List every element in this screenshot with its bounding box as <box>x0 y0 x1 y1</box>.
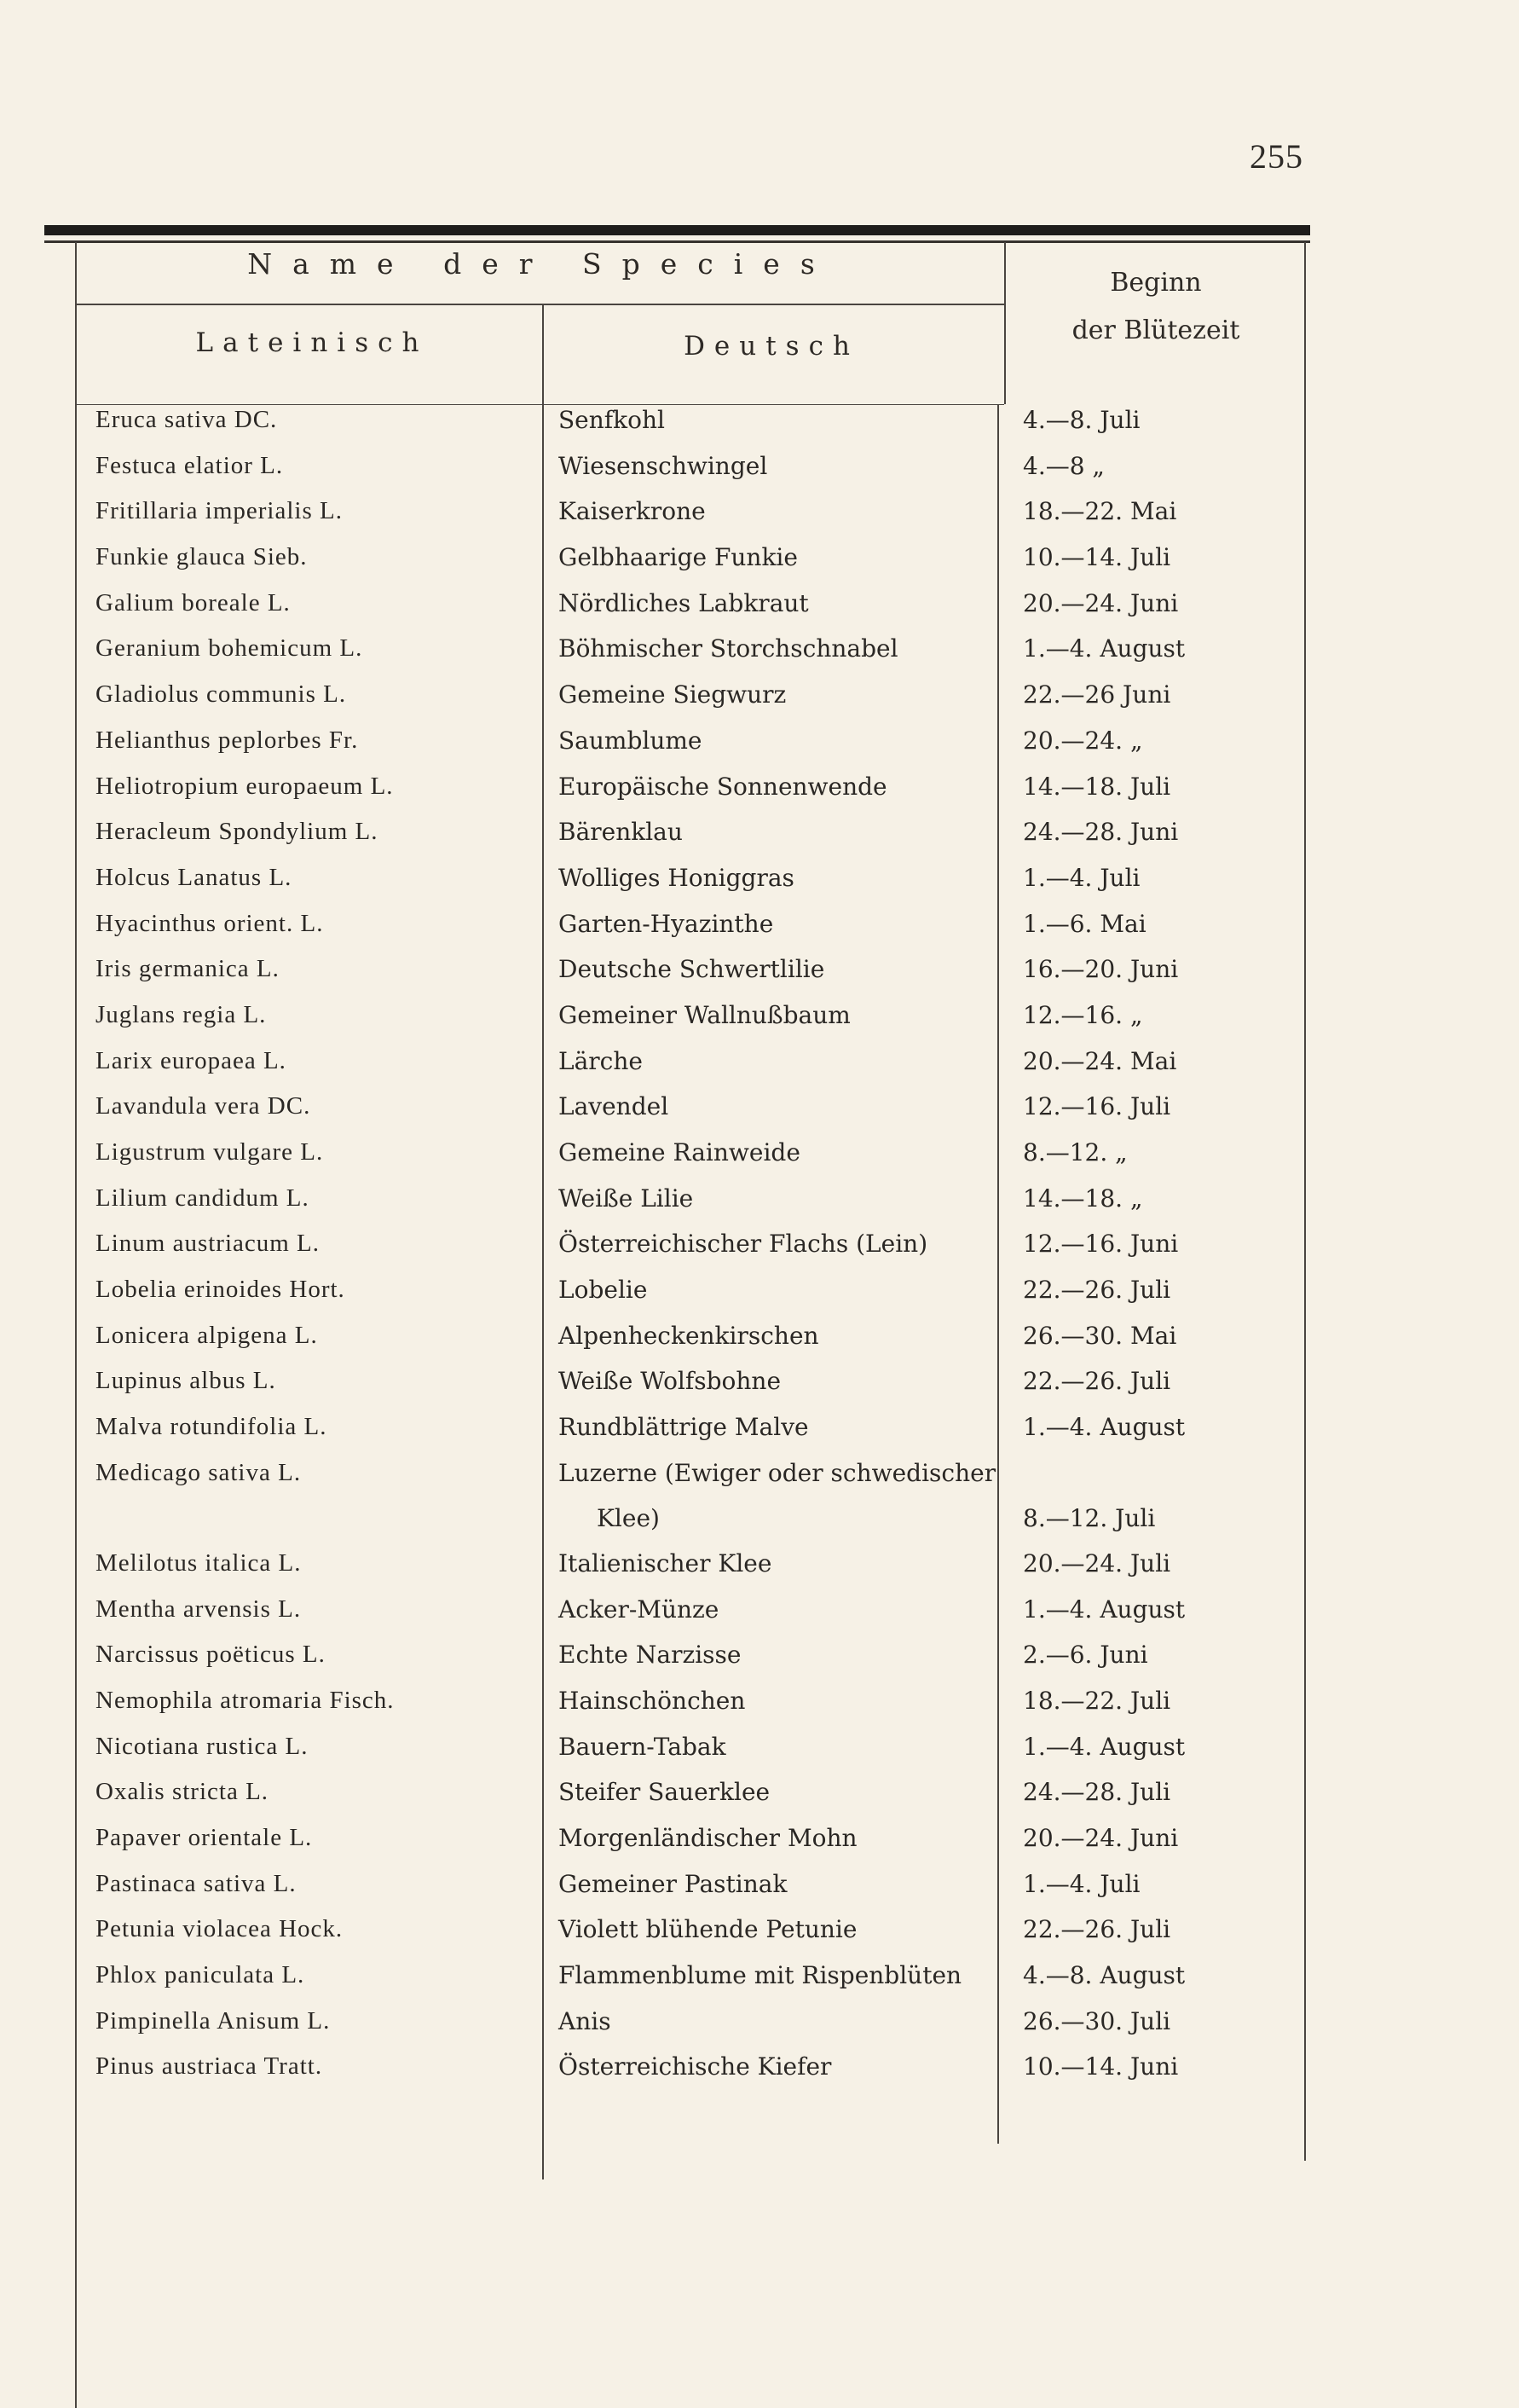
german-name-line: Morgenländischer Mohn <box>558 1823 858 1852</box>
species-latin-name: Melilotus italica L. <box>95 1548 302 1577</box>
species-latin-name: Galium boreale L. <box>95 588 291 616</box>
species-german-name <box>558 864 794 892</box>
bloom-start-date: 10.—14. Juni <box>1023 2052 1179 2081</box>
german-name-line: Gemeiner Wallnußbaum <box>558 1000 851 1029</box>
german-name-line: Lärche <box>558 1046 643 1075</box>
table-row <box>0 1092 1519 1138</box>
species-latin-name: Gladiolus communis L. <box>95 680 347 709</box>
bloom-start-date: 18.—22. Mai <box>1023 497 1177 526</box>
bloom-start-date: 8.—12. Juli <box>1023 1503 1156 1532</box>
bloom-start-date: 4.—8. August <box>1023 1961 1186 1989</box>
table-row <box>0 1184 1519 1230</box>
table-row <box>0 1733 1519 1779</box>
species-latin-name: Heracleum Spondylium L. <box>95 818 378 846</box>
table-row <box>0 910 1519 956</box>
species-latin-name: Lobelia erinoides Hort. <box>95 1276 345 1304</box>
bloom-start-date: 26.—30. Juli <box>1023 2006 1171 2035</box>
species-german-name <box>558 452 767 480</box>
german-name-line: Hainschönchen <box>558 1686 746 1715</box>
table-row <box>0 1230 1519 1276</box>
german-name-line: Lobelie <box>558 1276 648 1305</box>
species-german-name <box>558 1641 741 1669</box>
species-german-name <box>558 1595 719 1624</box>
bloom-start-date: 26.—30. Mai <box>1023 1321 1177 1350</box>
species-latin-name: Lonicera alpigena L. <box>95 1321 318 1349</box>
table-row <box>0 1915 1519 1961</box>
table-row <box>0 1778 1519 1824</box>
header-subdivider <box>75 304 1004 305</box>
species-german-name <box>558 1778 770 1806</box>
species-german-name <box>558 1367 781 1395</box>
bloom-start-date: 1.—6. Mai <box>1023 909 1146 938</box>
german-name-line: Garten-Hyazinthe <box>558 909 774 938</box>
table-row <box>0 1687 1519 1733</box>
table-row <box>0 497 1519 543</box>
table-row <box>0 589 1519 635</box>
table-row <box>0 1459 1519 1549</box>
table-row <box>0 543 1519 589</box>
species-german-name <box>558 818 683 846</box>
german-name-line: Böhmischer Storchschnabel <box>558 634 898 663</box>
table-row <box>0 1961 1519 2007</box>
bloom-start-date: 1.—4. August <box>1023 1595 1186 1624</box>
species-german-name <box>558 1230 927 1258</box>
bloom-start-date: 22.—26. Juli <box>1023 1367 1171 1396</box>
species-german-name <box>558 1549 771 1577</box>
bloom-start-date: 1.—4. Juli <box>1023 1869 1141 1898</box>
bloom-start-date: 22.—26. Juli <box>1023 1915 1171 1944</box>
species-latin-name: Linum austriacum L. <box>95 1230 321 1258</box>
header-bloom-line1: Beginn <box>1110 268 1202 298</box>
species-german-name <box>558 589 809 617</box>
species-german-name <box>558 1961 962 1989</box>
header-german: Deutsch <box>684 331 859 362</box>
species-latin-name: Lilium candidum L. <box>95 1184 309 1212</box>
german-name-line: Saumblume <box>558 726 702 755</box>
table-row <box>0 726 1519 773</box>
bloom-start-date: 1.—4. August <box>1023 634 1186 663</box>
table-row <box>0 634 1519 680</box>
species-german-name <box>558 1413 809 1441</box>
species-german-name <box>558 1322 819 1350</box>
species-latin-name: Medicago sativa L. <box>95 1458 302 1486</box>
species-latin-name: Phlox paniculata L. <box>95 1961 305 1988</box>
bloom-start-date: 10.—14. Juli <box>1023 543 1171 572</box>
table-row <box>0 452 1519 498</box>
german-name-line: Echte Narzisse <box>558 1641 742 1670</box>
species-german-name <box>558 1276 647 1304</box>
species-latin-name: Nicotiana rustica L. <box>95 1732 309 1760</box>
species-german-name <box>558 726 702 755</box>
table-row <box>0 1001 1519 1047</box>
species-german-name <box>558 1733 726 1761</box>
species-german-name <box>558 1870 787 1898</box>
species-german-name <box>558 2007 611 2035</box>
bloom-start-date: 24.—28. Juli <box>1023 1778 1171 1807</box>
german-name-line: Gemeine Siegwurz <box>558 680 787 709</box>
table-row <box>0 773 1519 819</box>
german-name-line: Senfkohl <box>558 406 665 434</box>
top-rule-thin <box>44 240 1310 243</box>
header-bottom-rule <box>75 404 1004 405</box>
table-row <box>0 818 1519 864</box>
table-row <box>0 1138 1519 1184</box>
german-name-line: Weiße Lilie <box>558 1184 694 1213</box>
bloom-start-date: 20.—24. Juli <box>1023 1548 1171 1577</box>
species-latin-name: Eruca sativa DC. <box>95 406 278 433</box>
species-latin-name: Helianthus peplorbes Fr. <box>95 726 359 754</box>
table-row <box>0 1641 1519 1687</box>
german-name-line: Luzerne (Ewiger oder schwedischer <box>558 1458 996 1487</box>
species-latin-name: Lupinus albus L. <box>95 1367 276 1395</box>
species-latin-name: Pastinaca sativa L. <box>95 1869 297 1897</box>
german-name-line: Rundblättrige Malve <box>558 1413 809 1442</box>
species-german-name <box>558 1184 693 1213</box>
bloom-start-date: 4.—8. Juli <box>1023 406 1141 434</box>
species-german-name <box>558 1824 858 1852</box>
bloom-start-date: 14.—18. „ <box>1023 1184 1143 1213</box>
page-number: 255 <box>1250 137 1303 176</box>
table-row <box>0 1367 1519 1413</box>
species-german-name <box>558 634 898 663</box>
german-name-line: Acker-Münze <box>558 1595 719 1624</box>
bloom-start-date: 1.—4. August <box>1023 1732 1186 1761</box>
table-row <box>0 1595 1519 1641</box>
species-german-name <box>558 2052 831 2081</box>
table-row <box>0 955 1519 1001</box>
bloom-start-date: 2.—6. Juni <box>1023 1641 1148 1670</box>
table-row <box>0 1413 1519 1459</box>
german-name-line: Gelbhaarige Funkie <box>558 543 798 572</box>
table-row <box>0 1047 1519 1093</box>
german-name-continuation: Klee) <box>597 1503 660 1532</box>
german-name-line: Weiße Wolfsbohne <box>558 1367 782 1396</box>
species-german-name <box>558 1092 668 1120</box>
species-german-name <box>558 543 798 571</box>
table-row <box>0 1322 1519 1368</box>
german-name-line: Wolliges Honiggras <box>558 863 794 892</box>
species-latin-name: Mentha arvensis L. <box>95 1595 302 1623</box>
species-latin-name: Malva rotundifolia L. <box>95 1413 327 1441</box>
table-row <box>0 2007 1519 2053</box>
german-name-line: Anis <box>558 2006 611 2035</box>
header-latin: Lateinisch <box>195 327 429 358</box>
bloom-start-date: 12.—16. Juli <box>1023 1092 1171 1121</box>
bloom-start-date: 20.—24. Mai <box>1023 1046 1177 1075</box>
species-latin-name: Juglans regia L. <box>95 1000 267 1028</box>
bloom-start-date: 24.—28. Juni <box>1023 818 1179 847</box>
species-latin-name: Oxalis stricta L. <box>95 1778 269 1806</box>
top-rule-thick <box>44 225 1310 235</box>
species-latin-name: Petunia violacea Hock. <box>95 1915 344 1943</box>
species-latin-name: Lavandula vera DC. <box>95 1092 311 1120</box>
bloom-start-date: 20.—24. Juni <box>1023 1823 1179 1852</box>
species-german-name <box>558 1138 800 1166</box>
bloom-start-date: 4.—8 „ <box>1023 451 1105 480</box>
species-latin-name: Fritillaria imperialis L. <box>95 497 343 525</box>
bloom-start-date: 12.—16. Juni <box>1023 1230 1179 1259</box>
german-name-line: Steifer Sauerklee <box>558 1778 771 1807</box>
species-latin-name: Funkie glauca Sieb. <box>95 543 308 571</box>
table-row <box>0 680 1519 726</box>
german-name-line: Bärenklau <box>558 818 683 847</box>
german-name-line: Gemeine Rainweide <box>558 1138 800 1166</box>
table-body <box>0 406 1519 2098</box>
species-latin-name: Pimpinella Anisum L. <box>95 2006 331 2035</box>
species-latin-name: Holcus Lanatus L. <box>95 863 292 891</box>
species-latin-name: Nemophila atromaria Fisch. <box>95 1686 395 1714</box>
bloom-start-date: 12.—16. „ <box>1023 1000 1143 1029</box>
species-german-name <box>558 1915 857 1943</box>
species-latin-name: Iris germanica L. <box>95 955 280 983</box>
species-german-name <box>558 1047 643 1075</box>
bloom-start-date: 8.—12. „ <box>1023 1138 1128 1166</box>
species-latin-name: Festuca elatior L. <box>95 451 284 479</box>
german-name-line: Italienischer Klee <box>558 1548 772 1577</box>
german-name-line: Lavendel <box>558 1092 669 1121</box>
german-name-line: Bauern-Tabak <box>558 1732 726 1761</box>
species-german-name <box>558 406 665 434</box>
bloom-start-date: 1.—4. August <box>1023 1413 1186 1442</box>
bloom-start-date: 20.—24. Juni <box>1023 588 1179 617</box>
table-row <box>0 1276 1519 1322</box>
german-name-line: Kaiserkrone <box>558 497 706 526</box>
german-name-line: Wiesenschwingel <box>558 451 768 480</box>
table-row <box>0 1549 1519 1595</box>
table-row <box>0 406 1519 452</box>
bloom-start-date: 16.—20. Juni <box>1023 955 1179 984</box>
german-name-line: Österreichischer Flachs (Lein) <box>558 1230 928 1259</box>
bloom-start-date: 14.—18. Juli <box>1023 772 1171 801</box>
bloom-start-date: 18.—22. Juli <box>1023 1686 1171 1715</box>
species-latin-name: Heliotropium europaeum L. <box>95 772 394 800</box>
bloom-start-date: 22.—26. Juli <box>1023 1276 1171 1305</box>
bloom-start-date: 1.—4. Juli <box>1023 863 1141 892</box>
header-bloom-line2: der Blütezeit <box>1071 315 1240 345</box>
table-row <box>0 864 1519 910</box>
species-german-name <box>558 773 887 801</box>
species-german-name <box>558 955 824 983</box>
species-german-name <box>558 1459 996 1532</box>
german-name-line: Violett blühende Petunie <box>558 1915 858 1944</box>
species-german-name <box>558 1001 851 1029</box>
species-latin-name: Narcissus poëticus L. <box>95 1641 326 1669</box>
species-latin-name: Pinus austriaca Tratt. <box>95 2052 323 2081</box>
german-name-line: Deutsche Schwertlilie <box>558 955 825 984</box>
species-german-name <box>558 1687 745 1715</box>
header-right-divider <box>1004 242 1006 404</box>
bloom-start-date: 22.—26 Juni <box>1023 680 1171 709</box>
german-name-line: Europäische Sonnenwende <box>558 772 887 801</box>
bloom-start-date: 20.—24. „ <box>1023 726 1143 755</box>
species-german-name <box>558 910 773 938</box>
species-latin-name: Papaver orientale L. <box>95 1823 313 1851</box>
german-name-line: Flammenblume mit Rispenblüten <box>558 1961 962 1989</box>
table-row <box>0 2052 1519 2098</box>
german-name-line: Österreichische Kiefer <box>558 2052 832 2081</box>
header-species-title: Name der Species <box>247 247 835 281</box>
species-latin-name: Larix europaea L. <box>95 1046 286 1074</box>
table-row <box>0 1870 1519 1916</box>
species-latin-name: Ligustrum vulgare L. <box>95 1138 324 1166</box>
german-name-line: Nördliches Labkraut <box>558 588 809 617</box>
german-name-line: Gemeiner Pastinak <box>558 1869 788 1898</box>
species-latin-name: Geranium bohemicum L. <box>95 634 363 663</box>
german-name-line: Alpenheckenkirschen <box>558 1321 819 1350</box>
table-row <box>0 1824 1519 1870</box>
species-latin-name: Hyacinthus orient. L. <box>95 909 324 937</box>
species-german-name <box>558 680 786 709</box>
species-german-name <box>558 497 706 525</box>
